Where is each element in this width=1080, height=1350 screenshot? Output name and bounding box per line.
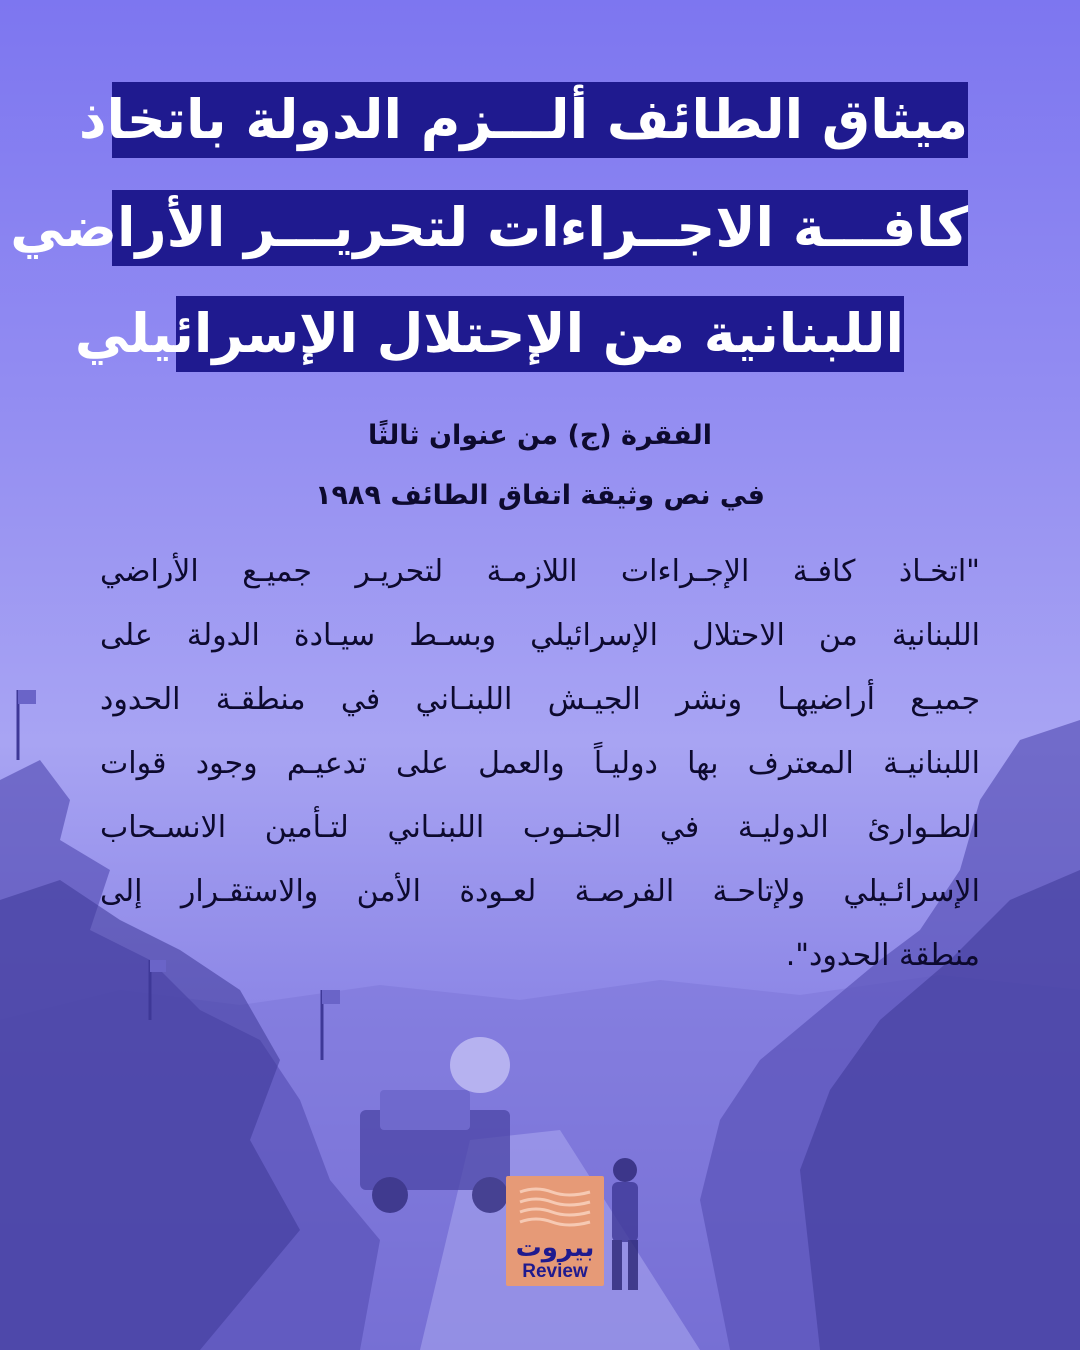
headline-line-1: ميثاق الطائف ألـــزم الدولة باتخاذ bbox=[112, 82, 968, 158]
subtitle-line-1: الفقرة (ج) من عنوان ثالثًا bbox=[367, 420, 712, 451]
quote-line: "اتخـاذ كافـة الإجـراءات اللازمـة لتحريـر جميـع الأراضي bbox=[100, 554, 980, 589]
headline-line-2: كافـــة الاجــراءات لتحريـــر الأراضي bbox=[112, 190, 968, 266]
quote-line: الطـوارئ الدوليـة في الجنـوب اللبنـاني لتـأمين الانسـحاب bbox=[100, 810, 980, 845]
quote-line: اللبنانيـة المعترف بها دوليـاً والعمل على تدعيـم وجود قوات bbox=[100, 746, 980, 781]
quote-line: اللبنانية من الاحتلال الإسرائيلي وبسـط سيـادة الدولة على bbox=[100, 618, 980, 653]
headline-line-3: اللبنانية من الإحتلال الإسرائيلي bbox=[176, 296, 904, 372]
logo-waves-icon bbox=[516, 1184, 594, 1232]
logo-english-text: Review bbox=[522, 1261, 588, 1282]
logo-arabic-text: بيروت bbox=[515, 1233, 595, 1263]
quote-line: جميـع أراضيهـا ونشر الجيـش اللبنـاني في منطقـة الحدود bbox=[100, 682, 980, 717]
beirut-review-logo bbox=[506, 1176, 604, 1286]
quote-paragraph bbox=[100, 540, 980, 988]
quote-line: الإسرائـيلي ولإتاحـة الفرصـة لعـودة الأمن والاستقـرار إلى bbox=[100, 874, 980, 909]
subtitle-line-2: في نص وثيقة اتفاق الطائف ١٩٨٩ bbox=[315, 480, 765, 511]
quote-line: منطقة الحدود". bbox=[785, 938, 980, 973]
